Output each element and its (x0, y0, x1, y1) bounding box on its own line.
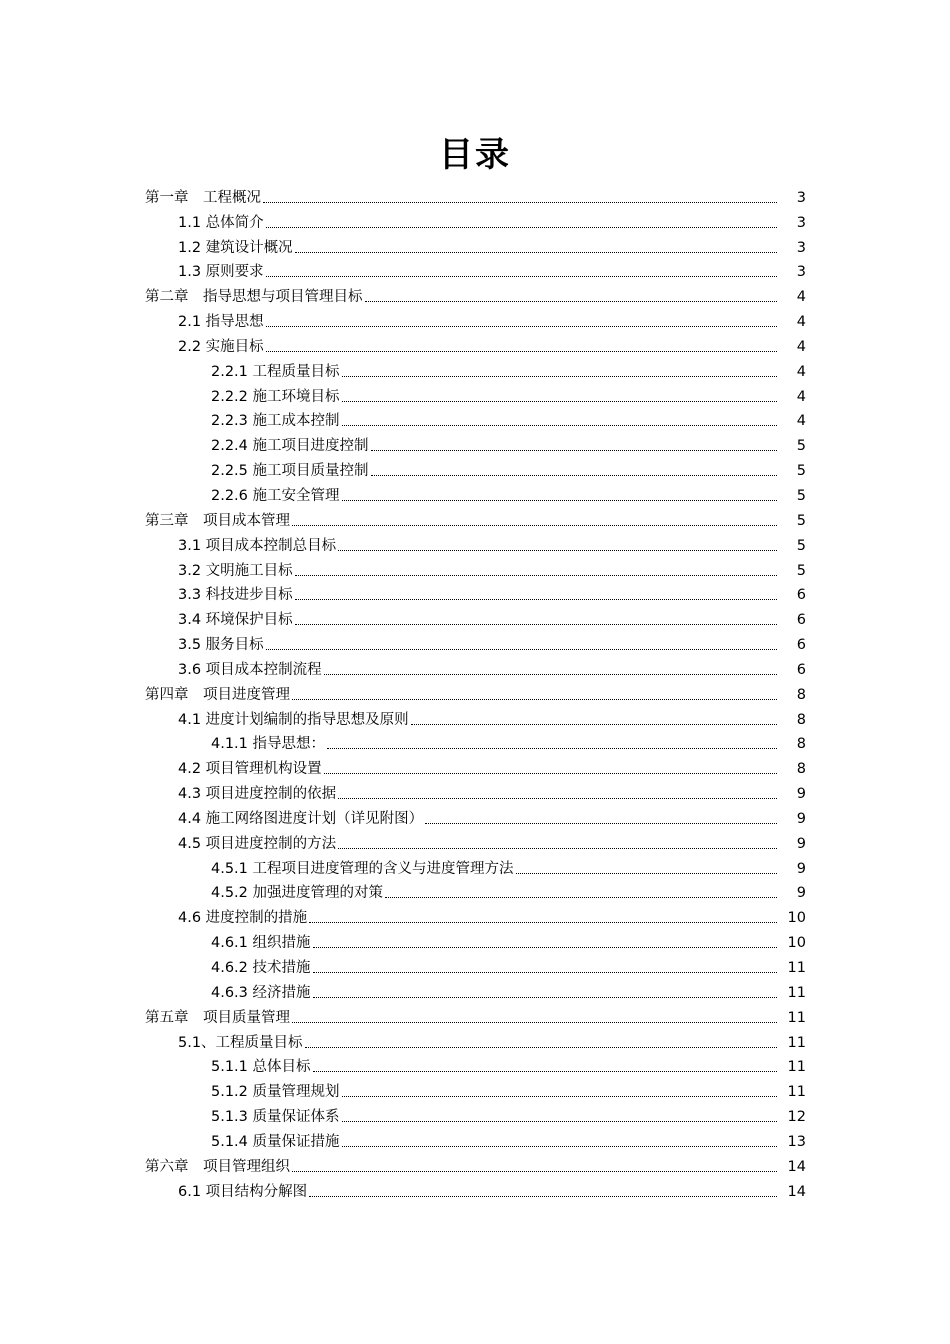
toc-entry-title: 第五章 项目质量管理 (145, 1009, 290, 1026)
toc-page-number: 9 (796, 810, 806, 827)
toc-page-number: 8 (796, 711, 806, 728)
toc-entry[interactable] (0, 555, 950, 580)
dot-leader (313, 947, 777, 948)
dot-leader (324, 674, 777, 675)
toc-page-number: 5 (796, 512, 806, 529)
toc-page-number: 4 (796, 363, 806, 380)
dot-leader (338, 550, 777, 551)
toc-entry-title: 2.2.1 工程质量目标 (211, 363, 340, 380)
toc-page-number: 10 (787, 935, 806, 952)
toc-page-number: 9 (796, 860, 806, 877)
dot-leader (324, 773, 777, 774)
toc-entry-title: 6.1 项目结构分解图 (178, 1183, 308, 1200)
toc-entry-title: 3.3 科技进步目标 (178, 587, 293, 604)
toc-page-number: 6 (796, 612, 806, 629)
dot-leader (295, 624, 777, 625)
toc-page-number: 8 (796, 736, 806, 753)
toc-entry[interactable] (0, 952, 950, 977)
toc-page-number: 3 (796, 189, 806, 206)
dot-leader (516, 873, 777, 874)
dot-leader (365, 301, 778, 302)
toc-entry-title: 5.1.4 质量保证措施 (211, 1133, 340, 1150)
toc-page-number: 3 (796, 239, 806, 256)
toc-entry[interactable] (0, 232, 950, 257)
toc-entry-title: 4.5 项目进度控制的方法 (178, 835, 337, 852)
dot-leader (313, 997, 777, 998)
toc-entry[interactable] (0, 704, 950, 729)
toc-entry-title: 4.1 进度计划编制的指导思想及原则 (178, 711, 409, 728)
toc-entry[interactable] (0, 1002, 950, 1027)
toc-entry[interactable] (0, 1126, 950, 1151)
toc-entry-title: 3.5 服务目标 (178, 637, 264, 654)
toc-entry-title: 4.4 施工网络图进度计划（详见附图） (178, 810, 424, 827)
dot-leader (342, 1121, 777, 1122)
page-title: 目录 (439, 135, 511, 175)
toc-entry-title: 3.4 环境保护目标 (178, 612, 293, 629)
toc-entry[interactable] (0, 331, 950, 356)
toc-page-number: 14 (787, 1158, 806, 1175)
dot-leader (309, 1196, 777, 1197)
dot-leader (342, 1146, 777, 1147)
toc-entry-title: 3.1 项目成本控制总目标 (178, 537, 337, 554)
toc-entry-title: 4.6.1 组织措施 (211, 935, 311, 952)
dot-leader (342, 401, 777, 402)
toc-entry-title: 2.2.5 施工项目质量控制 (211, 463, 369, 480)
dot-leader (342, 1096, 777, 1097)
dot-leader (295, 599, 777, 600)
toc-page-number: 14 (787, 1183, 806, 1200)
dot-leader (327, 748, 777, 749)
dot-leader (305, 1047, 777, 1048)
toc-entry-title: 4.5.2 加强进度管理的对策 (211, 885, 384, 902)
dot-leader (292, 1022, 777, 1023)
toc-entry[interactable] (0, 1151, 950, 1176)
toc-entry[interactable] (0, 629, 950, 654)
dot-leader (266, 649, 777, 650)
toc-entry[interactable] (0, 679, 950, 704)
dot-leader (385, 897, 777, 898)
toc-entry-title: 4.5.1 工程项目进度管理的含义与进度管理方法 (211, 860, 514, 877)
dot-leader (338, 848, 777, 849)
toc-page-number: 8 (796, 686, 806, 703)
dot-leader (425, 823, 777, 824)
toc-entry[interactable] (0, 182, 950, 207)
dot-leader (263, 202, 777, 203)
toc-page-number: 5 (796, 537, 806, 554)
toc-page-number: 4 (796, 413, 806, 430)
toc-page-number: 6 (796, 637, 806, 654)
toc-page-number: 11 (787, 984, 806, 1001)
toc-entry-title: 第一章 工程概况 (145, 189, 261, 206)
toc-entry-title: 第二章 指导思想与项目管理目标 (145, 289, 363, 306)
dot-leader (371, 450, 777, 451)
toc-entry[interactable] (0, 902, 950, 927)
toc-entry-title: 5.1.3 质量保证体系 (211, 1109, 340, 1126)
dot-leader (411, 724, 777, 725)
toc-entry-title: 第六章 项目管理组织 (145, 1158, 290, 1175)
toc-entry-title: 4.3 项目进度控制的依据 (178, 786, 337, 803)
toc-page-number: 4 (796, 314, 806, 331)
toc-page-number: 5 (796, 487, 806, 504)
dot-leader (371, 475, 777, 476)
dot-leader (292, 1171, 777, 1172)
toc-entry[interactable] (0, 306, 950, 331)
dot-leader (266, 351, 777, 352)
toc-entry[interactable] (0, 207, 950, 232)
toc-entry[interactable] (0, 455, 950, 480)
toc-entry-title: 2.2.6 施工安全管理 (211, 487, 340, 504)
toc-entry[interactable] (0, 406, 950, 431)
dot-leader (342, 376, 777, 377)
toc-page-number: 4 (796, 338, 806, 355)
toc-entry-title: 第四章 项目进度管理 (145, 686, 290, 703)
toc-entry[interactable] (0, 257, 950, 282)
toc-page-number: 13 (787, 1133, 806, 1150)
toc-page-number: 4 (796, 289, 806, 306)
toc-page-number: 11 (787, 1009, 806, 1026)
toc-entry-title: 5.1.2 质量管理规划 (211, 1084, 340, 1101)
toc-entry-title: 2.2.4 施工项目进度控制 (211, 438, 369, 455)
toc-entry[interactable] (0, 729, 950, 754)
toc-entry-title: 4.1.1 指导思想： (211, 736, 326, 753)
toc-page-number: 12 (787, 1109, 806, 1126)
toc-page-number: 3 (796, 264, 806, 281)
toc-entry[interactable] (0, 654, 950, 679)
toc-page-number: 11 (787, 1034, 806, 1051)
toc-entry[interactable] (0, 778, 950, 803)
toc-entry[interactable] (0, 281, 950, 306)
dot-leader (266, 276, 777, 277)
toc-entry-title: 5.1.1 总体目标 (211, 1059, 311, 1076)
toc-entry[interactable] (0, 927, 950, 952)
toc-entry[interactable] (0, 1027, 950, 1052)
toc-entry[interactable] (0, 878, 950, 903)
toc-page-number: 9 (796, 786, 806, 803)
dot-leader (342, 425, 777, 426)
toc-entry-title: 2.2 实施目标 (178, 338, 264, 355)
dot-leader (295, 252, 777, 253)
toc-entry-title: 第三章 项目成本管理 (145, 512, 290, 529)
toc-page-number: 3 (796, 214, 806, 231)
toc-page-number: 11 (787, 1084, 806, 1101)
toc-page-number: 5 (796, 463, 806, 480)
toc-entry[interactable] (0, 1176, 950, 1201)
toc-entry-title: 1.2 建筑设计概况 (178, 239, 293, 256)
toc-entry-title: 2.2.3 施工成本控制 (211, 413, 340, 430)
toc-entry-title: 2.2.2 施工环境目标 (211, 388, 340, 405)
toc-page-number: 11 (787, 960, 806, 976)
toc-page-number: 11 (787, 1059, 806, 1076)
toc-entry-title: 1.3 原则要求 (178, 264, 264, 281)
toc-entry[interactable] (0, 356, 950, 381)
toc-entry[interactable] (0, 977, 950, 1002)
toc-page-number: 6 (796, 587, 806, 604)
toc-entry[interactable] (0, 580, 950, 605)
toc-entry-title: 4.6.2 技术措施 (211, 960, 311, 976)
toc-entry-title: 2.1 指导思想 (178, 314, 264, 331)
toc-page-number: 5 (796, 562, 806, 579)
toc-page-number: 9 (796, 885, 806, 902)
toc-entry[interactable] (0, 505, 950, 530)
dot-leader (266, 227, 777, 228)
table-of-contents (0, 182, 950, 1201)
toc-page-number: 6 (796, 661, 806, 678)
toc-entry[interactable] (0, 1076, 950, 1101)
toc-entry[interactable] (0, 753, 950, 778)
toc-entry-title: 4.6.3 经济措施 (211, 984, 311, 1001)
toc-page-number: 5 (796, 438, 806, 455)
dot-leader (292, 525, 777, 526)
dot-leader (342, 500, 777, 501)
toc-entry[interactable] (0, 853, 950, 878)
toc-page-number: 9 (796, 835, 806, 852)
toc-entry[interactable] (0, 604, 950, 629)
dot-leader (266, 326, 777, 327)
toc-entry[interactable] (0, 828, 950, 853)
toc-entry[interactable] (0, 530, 950, 555)
toc-entry-title: 3.2 文明施工目标 (178, 562, 293, 579)
dot-leader (292, 699, 777, 700)
toc-entry-title: 4.2 项目管理机构设置 (178, 761, 322, 778)
toc-entry[interactable] (0, 803, 950, 828)
toc-entry[interactable] (0, 381, 950, 406)
toc-page-number: 4 (796, 388, 806, 405)
dot-leader (295, 575, 777, 576)
toc-entry[interactable] (0, 430, 950, 455)
toc-entry[interactable] (0, 1052, 950, 1077)
toc-entry[interactable] (0, 1101, 950, 1126)
toc-entry-title: 1.1 总体简介 (178, 214, 264, 231)
dot-leader (313, 972, 777, 973)
toc-entry-title: 3.6 项目成本控制流程 (178, 661, 322, 678)
toc-page-number: 8 (796, 761, 806, 778)
toc-page-number: 10 (787, 910, 806, 927)
dot-leader (309, 922, 777, 923)
toc-entry-title: 5.1、工程质量目标 (178, 1034, 303, 1051)
toc-entry-title: 4.6 进度控制的措施 (178, 910, 308, 927)
dot-leader (338, 798, 777, 799)
toc-entry[interactable] (0, 480, 950, 505)
dot-leader (313, 1071, 777, 1072)
